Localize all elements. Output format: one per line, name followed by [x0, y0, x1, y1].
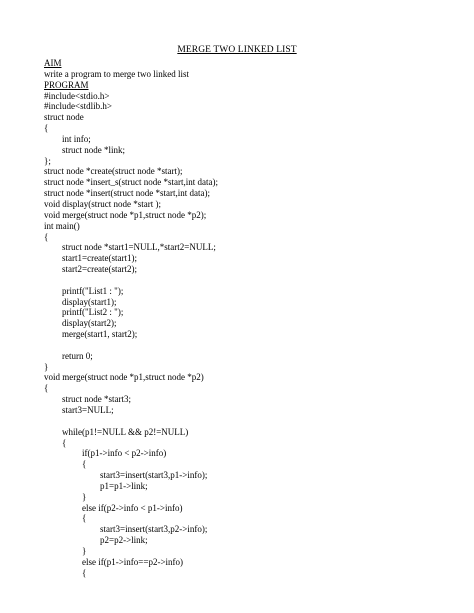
code-line	[44, 340, 444, 351]
code-line: merge(start1, start2);	[62, 329, 138, 340]
code-line: start3=NULL;	[62, 405, 114, 415]
code-line: };	[44, 155, 51, 166]
code-line: start2=create(start2);	[62, 264, 138, 275]
code-line: {	[44, 231, 49, 242]
code-line: void merge(struct node *p1,struct node *p2);	[44, 209, 207, 220]
code-line: struct node *insert_s(struct node *start,int data);	[44, 177, 218, 188]
aim-text: write a program to merge two linked list	[44, 68, 190, 79]
document-body	[44, 58, 444, 579]
code-line: {	[44, 383, 49, 394]
code-line: }	[44, 361, 49, 372]
code-line: printf("List2 : ");	[62, 307, 124, 318]
code-line: {	[44, 123, 49, 134]
code-line: }	[82, 545, 87, 556]
code-line: start3=insert(start3,p1->info);	[100, 470, 208, 481]
code-line: start1=create(start1);	[62, 253, 138, 264]
code-line: printf("List1 : ");	[62, 285, 124, 296]
code-line: {	[82, 567, 87, 578]
code-line: else if(p1->info==p2->info)	[82, 556, 184, 567]
code-line: {	[82, 459, 87, 470]
code-line: }	[82, 491, 87, 502]
code-line: struct node *insert(struct node *start,int data);	[44, 188, 210, 199]
aim-heading: AIM	[44, 58, 62, 68]
code-line: #include<stdio.h>	[44, 90, 110, 101]
code-line: p2=p2->link;	[100, 535, 148, 546]
code-line: {	[82, 513, 87, 524]
code-line: return 0;	[62, 350, 93, 361]
code-line: if(p1->info < p2->info)	[82, 448, 167, 459]
code-line: start3=insert(start3,p2->info);	[100, 524, 208, 535]
code-line: else if(p2->info < p1->info)	[82, 502, 183, 513]
code-line: int main()	[44, 220, 80, 231]
code-line: struct node *start3;	[62, 394, 131, 405]
code-line: p1=p1->link;	[100, 480, 148, 491]
document-title: MERGE TWO LINKED LIST	[177, 45, 297, 55]
code-line: void merge(struct node *p1,struct node *p2)	[44, 372, 204, 383]
code-line: #include<stdlib.h>	[44, 101, 112, 112]
code-line	[44, 416, 444, 427]
code-line: while(p1!=NULL && p2!=NULL)	[62, 426, 189, 437]
code-line	[44, 275, 444, 286]
code-line: int info;	[62, 133, 91, 144]
code-line: void display(struct node *start );	[44, 198, 161, 209]
code-line: display(start1);	[62, 296, 117, 307]
code-line: struct node *create(struct node *start);	[44, 166, 183, 177]
code-line: struct node *start1=NULL,*start2=NULL;	[62, 242, 216, 253]
code-line: {	[62, 437, 67, 448]
program-heading: PROGRAM	[44, 79, 89, 90]
code-line: struct node *link;	[62, 144, 125, 155]
code-line: display(start2);	[62, 318, 117, 329]
code-block	[44, 91, 444, 579]
code-line: struct node	[44, 112, 84, 123]
